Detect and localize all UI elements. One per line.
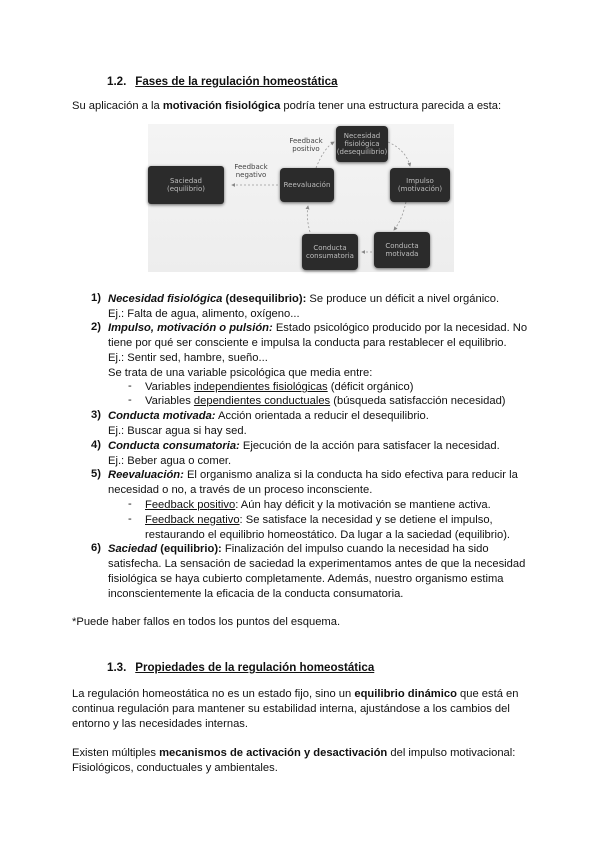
paragraph-1-line2: continua regulación para mantener su estabilidad interna, ajustándose a los cambios del: [72, 703, 510, 715]
node-necesidad: Necesidad fisiológica (desequilibrio): [336, 126, 388, 162]
arrow-impulso-motivada: [394, 202, 406, 230]
list-item-6-line2: satisfecha. La sensación de saciedad la experimentamos antes de que la necesidad: [108, 558, 526, 570]
list-item-5-sub1: Feedback positivo: Aún hay déficit y la motivación se mantiene activa.: [145, 499, 491, 511]
dash-bullet: -: [128, 394, 132, 406]
section-heading-1-2: [107, 72, 338, 90]
list-item-2-line4: Se trata de una variable psicológica que media entre:: [108, 367, 373, 379]
list-item-1-example: Ej.: Falta de agua, alimento, oxígeno...: [108, 308, 300, 320]
arrow-necesidad-impulso: [388, 142, 410, 166]
intro-paragraph: [72, 99, 501, 114]
node-impulso: Impulso (motivación): [390, 168, 450, 202]
section-title: Propiedades de la regulación homeostática: [135, 661, 375, 674]
list-item-1: [108, 292, 499, 307]
list-number: 6): [91, 542, 101, 554]
list-item-6: [108, 542, 489, 557]
list-number: 2): [91, 321, 101, 333]
intro-bold: motivación fisiológica: [162, 100, 281, 112]
term: Reevaluación:: [108, 469, 184, 481]
list-item-5-line2: necesidad o no, a través de un proceso inconsciente.: [108, 484, 373, 496]
list-item-2-example: Ej.: Sentir sed, hambre, sueño...: [108, 352, 268, 364]
list-item-5: [108, 468, 518, 483]
paragraph-2-line2: Fisiológicos, conductuales y ambientales.: [72, 762, 278, 774]
paragraph-2-line1: Existen múltiples mecanismos de activación y desactivación del impulso motivacional:: [72, 747, 516, 759]
item-text: Ejecución de la acción para satisfacer la necesidad.: [239, 440, 500, 452]
item-text: Finalización del impulso cuando la necesidad ha sido: [221, 543, 489, 555]
node-saciedad: Saciedad (equilibrio): [148, 166, 224, 204]
section-title: Fases de la regulación homeostática: [135, 75, 338, 88]
list-item-6-line3: fisiológica se haya cubierto completamente. Además, nuestro organismo estima: [108, 573, 504, 585]
node-conducta-consumatoria: Conducta consumatoria: [302, 234, 358, 270]
list-item-2-sub2: Variables dependientes conductuales (búsqueda satisfacción necesidad): [145, 395, 506, 407]
section-heading-1-3: [107, 658, 374, 676]
section-number: 1.3.: [107, 661, 127, 674]
node-conducta-motivada: Conducta motivada: [374, 232, 430, 268]
item-text: Acción orientada a reducir el desequilibrio.: [215, 410, 429, 422]
dash-bullet: -: [128, 513, 132, 525]
list-number: 5): [91, 468, 101, 480]
paragraph-1-line3: entorno y las necesidades internas.: [72, 718, 249, 730]
label-feedback-positivo: Feedback positivo: [289, 137, 323, 153]
term: Necesidad fisiológica: [108, 293, 223, 305]
label-feedback-negativo: Feedback negativo: [234, 163, 268, 179]
list-item-4: [108, 439, 500, 454]
list-item-2: [108, 321, 527, 336]
intro-text-end: podría tener una estructura parecida a esta:: [280, 100, 502, 112]
item-text: Se produce un déficit a nivel orgánico.: [306, 293, 500, 305]
list-item-4-example: Ej.: Beber agua o comer.: [108, 455, 232, 467]
list-number: 3): [91, 409, 101, 421]
footnote: *Puede haber fallos en todos los puntos del esquema.: [72, 616, 341, 628]
node-reevaluacion: Reevaluación: [280, 168, 334, 202]
item-text: El organismo analiza si la conducta ha sido efectiva para reducir la: [183, 469, 518, 481]
item-text: Estado psicológico producido por la necesidad. No: [272, 322, 528, 334]
term: Conducta motivada:: [108, 410, 216, 422]
term-suffix: (equilibrio):: [157, 543, 222, 555]
term: Conducta consumatoria:: [108, 440, 240, 452]
intro-text: Su aplicación a la: [72, 100, 163, 112]
list-number: 4): [91, 439, 101, 451]
term: Saciedad: [108, 543, 158, 555]
list-item-5-sub2: Feedback negativo: Se satisface la necesidad y se detiene el impulso,: [145, 514, 493, 526]
arrow-consumatoria-reevaluacion: [307, 206, 310, 232]
dash-bullet: -: [128, 380, 132, 392]
homeostasis-cycle-diagram: [148, 124, 454, 272]
list-item-6-line4: inconscientemente la eficacia de la conducta consumatoria.: [108, 588, 404, 600]
list-item-2-sub1: Variables independientes fisiológicas (déficit orgánico): [145, 381, 414, 393]
section-number: 1.2.: [107, 75, 127, 88]
term-suffix: (desequilibrio):: [222, 293, 307, 305]
list-item-3: [108, 409, 429, 424]
term: Impulso, motivación o pulsión:: [108, 322, 273, 334]
list-item-2-line2: tiene por qué ser consciente e impulsa la conducta para restablecer el equilibrio.: [108, 337, 507, 349]
list-item-3-example: Ej.: Buscar agua si hay sed.: [108, 425, 247, 437]
list-number: 1): [91, 292, 101, 304]
dash-bullet: -: [128, 498, 132, 510]
list-item-5-sub2-line2: restaurando el equilibrio homeostático. Da lugar a la saciedad (equilibrio).: [145, 529, 511, 541]
paragraph-1-line1: La regulación homeostática no es un estado fijo, sino un equilibrio dinámico que está en: [72, 688, 519, 700]
